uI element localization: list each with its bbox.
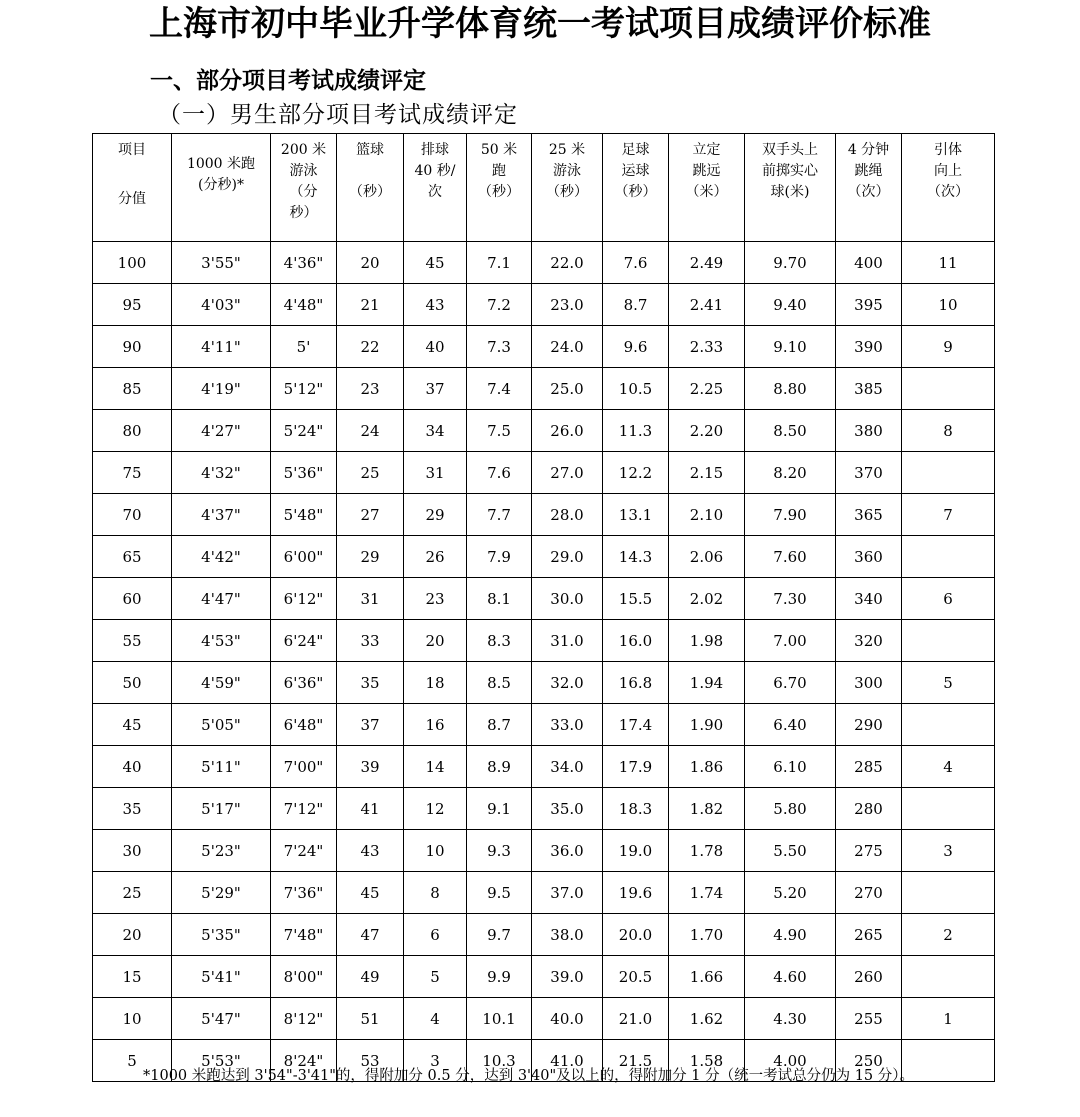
score-value-cell: 30 [93,830,172,872]
score-value-cell: 100 [93,242,172,284]
table-cell: 31 [404,452,467,494]
table-cell: 12.2 [603,452,669,494]
table-cell: 2.10 [669,494,745,536]
table-cell: 4'32" [172,452,271,494]
table-cell: 17.4 [603,704,669,746]
table-body [93,242,995,1082]
table-cell: 4'19" [172,368,271,410]
table-cell: 40 [404,326,467,368]
table-cell: 45 [337,872,404,914]
table-cell: 37.0 [532,872,603,914]
score-value-cell: 45 [93,704,172,746]
table-cell: 14.3 [603,536,669,578]
table-cell: 26 [404,536,467,578]
table-cell: 27 [337,494,404,536]
table-cell: 4'36" [271,242,337,284]
table-cell: 6'24" [271,620,337,662]
table-cell: 8'12" [271,998,337,1040]
table-cell: 270 [836,872,902,914]
table-cell: 12 [404,788,467,830]
table-cell: 4'48" [271,284,337,326]
table-cell: 300 [836,662,902,704]
score-value-cell: 65 [93,536,172,578]
column-header: 立定 跳远 （米） [669,134,745,242]
table-cell: 4.60 [745,956,836,998]
column-header: 排球 40 秒/ 次 [404,134,467,242]
table-cell: 20 [404,620,467,662]
table-cell [902,368,995,410]
table-cell: 9.3 [467,830,532,872]
table-cell: 18.3 [603,788,669,830]
table-cell: 2.25 [669,368,745,410]
table-cell: 7.6 [467,452,532,494]
table-cell: 32.0 [532,662,603,704]
table-cell: 3 [404,1040,467,1082]
subsection-heading: （一）男生部分项目考试成绩评定 [158,102,518,128]
column-header: 4 分钟 跳绳 （次） [836,134,902,242]
score-table [92,133,995,1082]
table-cell: 7'12" [271,788,337,830]
table-cell: 16.8 [603,662,669,704]
table-header [93,134,995,242]
table-cell: 5'29" [172,872,271,914]
table-cell: 5'24" [271,410,337,452]
table-cell: 45 [404,242,467,284]
table-cell: 7'24" [271,830,337,872]
table-cell: 10.1 [467,998,532,1040]
table-cell: 9.40 [745,284,836,326]
table-cell: 9 [902,326,995,368]
table-cell: 265 [836,914,902,956]
table-cell: 8.9 [467,746,532,788]
table-row [93,326,995,368]
table-cell: 10 [404,830,467,872]
table-row [93,242,995,284]
table-cell: 37 [404,368,467,410]
table-cell: 9.1 [467,788,532,830]
table-cell: 23 [404,578,467,620]
table-cell: 7.9 [467,536,532,578]
table-cell: 7.1 [467,242,532,284]
table-cell: 17.9 [603,746,669,788]
table-cell: 4'37" [172,494,271,536]
table-cell: 1.86 [669,746,745,788]
score-value-cell: 25 [93,872,172,914]
table-cell [902,536,995,578]
table-cell: 21 [337,284,404,326]
table-row [93,452,995,494]
score-value-cell: 70 [93,494,172,536]
table-cell: 43 [404,284,467,326]
table-row [93,494,995,536]
column-header: 200 米 游泳 （分 秒） [271,134,337,242]
table-cell [902,452,995,494]
table-cell: 8.7 [467,704,532,746]
table-cell: 5'36" [271,452,337,494]
score-value-cell: 10 [93,998,172,1040]
table-cell: 9.5 [467,872,532,914]
table-cell [902,620,995,662]
table-cell: 4 [902,746,995,788]
table-cell: 1.94 [669,662,745,704]
section-heading: 一、部分项目考试成绩评定 [150,68,426,94]
table-cell: 21.0 [603,998,669,1040]
table-cell: 47 [337,914,404,956]
table-cell: 6'00" [271,536,337,578]
table-cell: 29 [404,494,467,536]
table-cell: 385 [836,368,902,410]
table-cell: 1.70 [669,914,745,956]
table-cell: 6.70 [745,662,836,704]
table-cell: 7 [902,494,995,536]
table-row [93,368,995,410]
table-cell: 365 [836,494,902,536]
table-cell: 2.49 [669,242,745,284]
table-cell: 280 [836,788,902,830]
table-cell: 51 [337,998,404,1040]
score-value-cell: 75 [93,452,172,494]
table-cell: 6'48" [271,704,337,746]
table-cell: 2.06 [669,536,745,578]
table-cell: 8.80 [745,368,836,410]
table-cell: 24 [337,410,404,452]
table-cell: 5 [404,956,467,998]
table-cell: 275 [836,830,902,872]
table-cell: 2.41 [669,284,745,326]
table-cell: 8'00" [271,956,337,998]
score-value-cell: 85 [93,368,172,410]
table-cell: 34 [404,410,467,452]
table-cell: 395 [836,284,902,326]
table-row [93,788,995,830]
table-cell: 2 [902,914,995,956]
table-cell: 16.0 [603,620,669,662]
table-cell: 23.0 [532,284,603,326]
table-cell: 4'03" [172,284,271,326]
table-cell: 36.0 [532,830,603,872]
table-cell: 5'17" [172,788,271,830]
table-cell: 1 [902,998,995,1040]
table-cell: 8.1 [467,578,532,620]
table-cell: 27.0 [532,452,603,494]
table-cell: 8.5 [467,662,532,704]
table-row [93,872,995,914]
table-cell: 8 [404,872,467,914]
table-cell: 7.5 [467,410,532,452]
table-cell: 1.78 [669,830,745,872]
table-cell: 2.02 [669,578,745,620]
table-row [93,704,995,746]
table-cell: 7'36" [271,872,337,914]
table-cell: 19.0 [603,830,669,872]
table-cell: 29 [337,536,404,578]
table-cell: 6.40 [745,704,836,746]
score-value-cell: 20 [93,914,172,956]
table-cell: 5.80 [745,788,836,830]
table-cell: 38.0 [532,914,603,956]
table-cell: 2.33 [669,326,745,368]
table-cell: 41 [337,788,404,830]
table-cell: 400 [836,242,902,284]
table-cell: 15.5 [603,578,669,620]
table-row [93,536,995,578]
column-header: 1000 米跑 (分秒)* [172,134,271,242]
table-cell: 7.60 [745,536,836,578]
column-header: 双手头上 前掷实心 球(米) [745,134,836,242]
table-cell [902,788,995,830]
table-cell: 7'00" [271,746,337,788]
table-cell: 4'59" [172,662,271,704]
table-cell: 11 [902,242,995,284]
score-value-cell: 15 [93,956,172,998]
score-value-cell: 55 [93,620,172,662]
table-row [93,284,995,326]
table-cell: 26.0 [532,410,603,452]
table-cell: 5'47" [172,998,271,1040]
table-cell: 3'55" [172,242,271,284]
table-cell: 4'27" [172,410,271,452]
table-cell: 5.50 [745,830,836,872]
table-cell: 30.0 [532,578,603,620]
table-cell: 20.5 [603,956,669,998]
table-cell: 4'53" [172,620,271,662]
table-cell: 290 [836,704,902,746]
table-cell: 7.00 [745,620,836,662]
table-cell: 7.2 [467,284,532,326]
table-cell: 5'12" [271,368,337,410]
table-cell: 380 [836,410,902,452]
table-cell: 9.10 [745,326,836,368]
table-cell: 5'35" [172,914,271,956]
table-cell [902,956,995,998]
table-cell: 34.0 [532,746,603,788]
table-cell: 18 [404,662,467,704]
score-value-cell: 35 [93,788,172,830]
table-cell: 4.00 [745,1040,836,1082]
score-value-cell: 5 [93,1040,172,1082]
table-cell: 4.30 [745,998,836,1040]
table-cell: 9.6 [603,326,669,368]
table-cell: 260 [836,956,902,998]
table-cell: 4'11" [172,326,271,368]
score-value-cell: 60 [93,578,172,620]
table-cell: 5.20 [745,872,836,914]
table-cell: 1.98 [669,620,745,662]
table-cell: 8.3 [467,620,532,662]
table-cell: 40.0 [532,998,603,1040]
table-cell: 8.7 [603,284,669,326]
table-cell: 4'42" [172,536,271,578]
table-cell: 6'12" [271,578,337,620]
table-cell: 31.0 [532,620,603,662]
table-cell: 3 [902,830,995,872]
table-cell: 5'11" [172,746,271,788]
table-row [93,620,995,662]
table-cell: 24.0 [532,326,603,368]
table-cell [902,872,995,914]
table-cell: 28.0 [532,494,603,536]
table-cell: 6 [902,578,995,620]
table-cell: 5'23" [172,830,271,872]
table-cell: 5'05" [172,704,271,746]
table-cell: 22 [337,326,404,368]
table-cell: 390 [836,326,902,368]
score-value-cell: 50 [93,662,172,704]
table-cell: 9.7 [467,914,532,956]
column-header: 50 米 跑 （秒） [467,134,532,242]
table-cell: 340 [836,578,902,620]
table-cell: 2.20 [669,410,745,452]
table-cell: 370 [836,452,902,494]
table-cell: 20.0 [603,914,669,956]
table-cell: 5'41" [172,956,271,998]
table-row [93,830,995,872]
table-cell: 360 [836,536,902,578]
table-row [93,410,995,452]
table-cell: 4.90 [745,914,836,956]
table-cell: 13.1 [603,494,669,536]
table-cell: 23 [337,368,404,410]
table-row [93,998,995,1040]
table-cell: 10.3 [467,1040,532,1082]
table-cell: 4'47" [172,578,271,620]
table-cell: 19.6 [603,872,669,914]
table-cell: 10.5 [603,368,669,410]
table-cell: 16 [404,704,467,746]
table-cell: 25 [337,452,404,494]
column-header: 引体 向上 （次） [902,134,995,242]
table-cell: 2.15 [669,452,745,494]
table-cell: 35.0 [532,788,603,830]
table-cell: 7.30 [745,578,836,620]
table-cell: 21.5 [603,1040,669,1082]
table-cell: 255 [836,998,902,1040]
table-cell: 25.0 [532,368,603,410]
table-cell: 35 [337,662,404,704]
table-cell: 20 [337,242,404,284]
table-cell: 9.70 [745,242,836,284]
table-cell: 49 [337,956,404,998]
table-cell: 41.0 [532,1040,603,1082]
table-cell: 1.74 [669,872,745,914]
table-row [93,956,995,998]
column-header: 篮球 （秒） [337,134,404,242]
table-cell: 5'53" [172,1040,271,1082]
table-cell: 8 [902,410,995,452]
table-cell: 22.0 [532,242,603,284]
header-corner [93,134,172,242]
table-cell: 5'48" [271,494,337,536]
header-corner-item: 项目 [118,142,146,158]
table-cell: 9.9 [467,956,532,998]
table-cell: 7.6 [603,242,669,284]
score-value-cell: 90 [93,326,172,368]
column-header: 25 米 游泳 （秒） [532,134,603,242]
table-cell: 53 [337,1040,404,1082]
table-cell: 7.7 [467,494,532,536]
table-row [93,662,995,704]
table-row [93,914,995,956]
table-cell: 1.58 [669,1040,745,1082]
header-corner-score: 分值 [118,191,146,207]
table-cell: 14 [404,746,467,788]
table-cell: 33.0 [532,704,603,746]
table-cell: 5 [902,662,995,704]
table-cell: 7.4 [467,368,532,410]
table-cell: 6'36" [271,662,337,704]
table-cell: 7.90 [745,494,836,536]
table-cell: 31 [337,578,404,620]
table-cell [902,704,995,746]
table-cell: 4 [404,998,467,1040]
table-cell: 29.0 [532,536,603,578]
table-cell: 250 [836,1040,902,1082]
table-cell: 5' [271,326,337,368]
table-cell: 1.66 [669,956,745,998]
table-cell: 39 [337,746,404,788]
table-cell: 37 [337,704,404,746]
table-row [93,746,995,788]
table-cell: 39.0 [532,956,603,998]
table-cell: 1.90 [669,704,745,746]
table-cell: 33 [337,620,404,662]
table-cell: 1.82 [669,788,745,830]
table-cell: 6 [404,914,467,956]
table-cell: 6.10 [745,746,836,788]
table-cell: 8'24" [271,1040,337,1082]
table-cell: 43 [337,830,404,872]
table-cell: 320 [836,620,902,662]
table-cell: 8.20 [745,452,836,494]
score-value-cell: 95 [93,284,172,326]
score-value-cell: 40 [93,746,172,788]
table-cell: 8.50 [745,410,836,452]
score-value-cell: 80 [93,410,172,452]
table-row [93,578,995,620]
table-cell: 10 [902,284,995,326]
table-cell: 11.3 [603,410,669,452]
table-cell: 285 [836,746,902,788]
column-header: 足球 运球 （秒） [603,134,669,242]
table-cell: 1.62 [669,998,745,1040]
table-cell: 7.3 [467,326,532,368]
document-title: 上海市初中毕业升学体育统一考试项目成绩评价标准 [149,4,931,44]
footnote: *1000 米跑达到 3'54"-3'41"的，得附加分 0.5 分，达到 3'40"及以上的，得附加分 1 分（统一考试总分仍为 15 分）。 [143,1068,915,1084]
table-cell: 7'48" [271,914,337,956]
